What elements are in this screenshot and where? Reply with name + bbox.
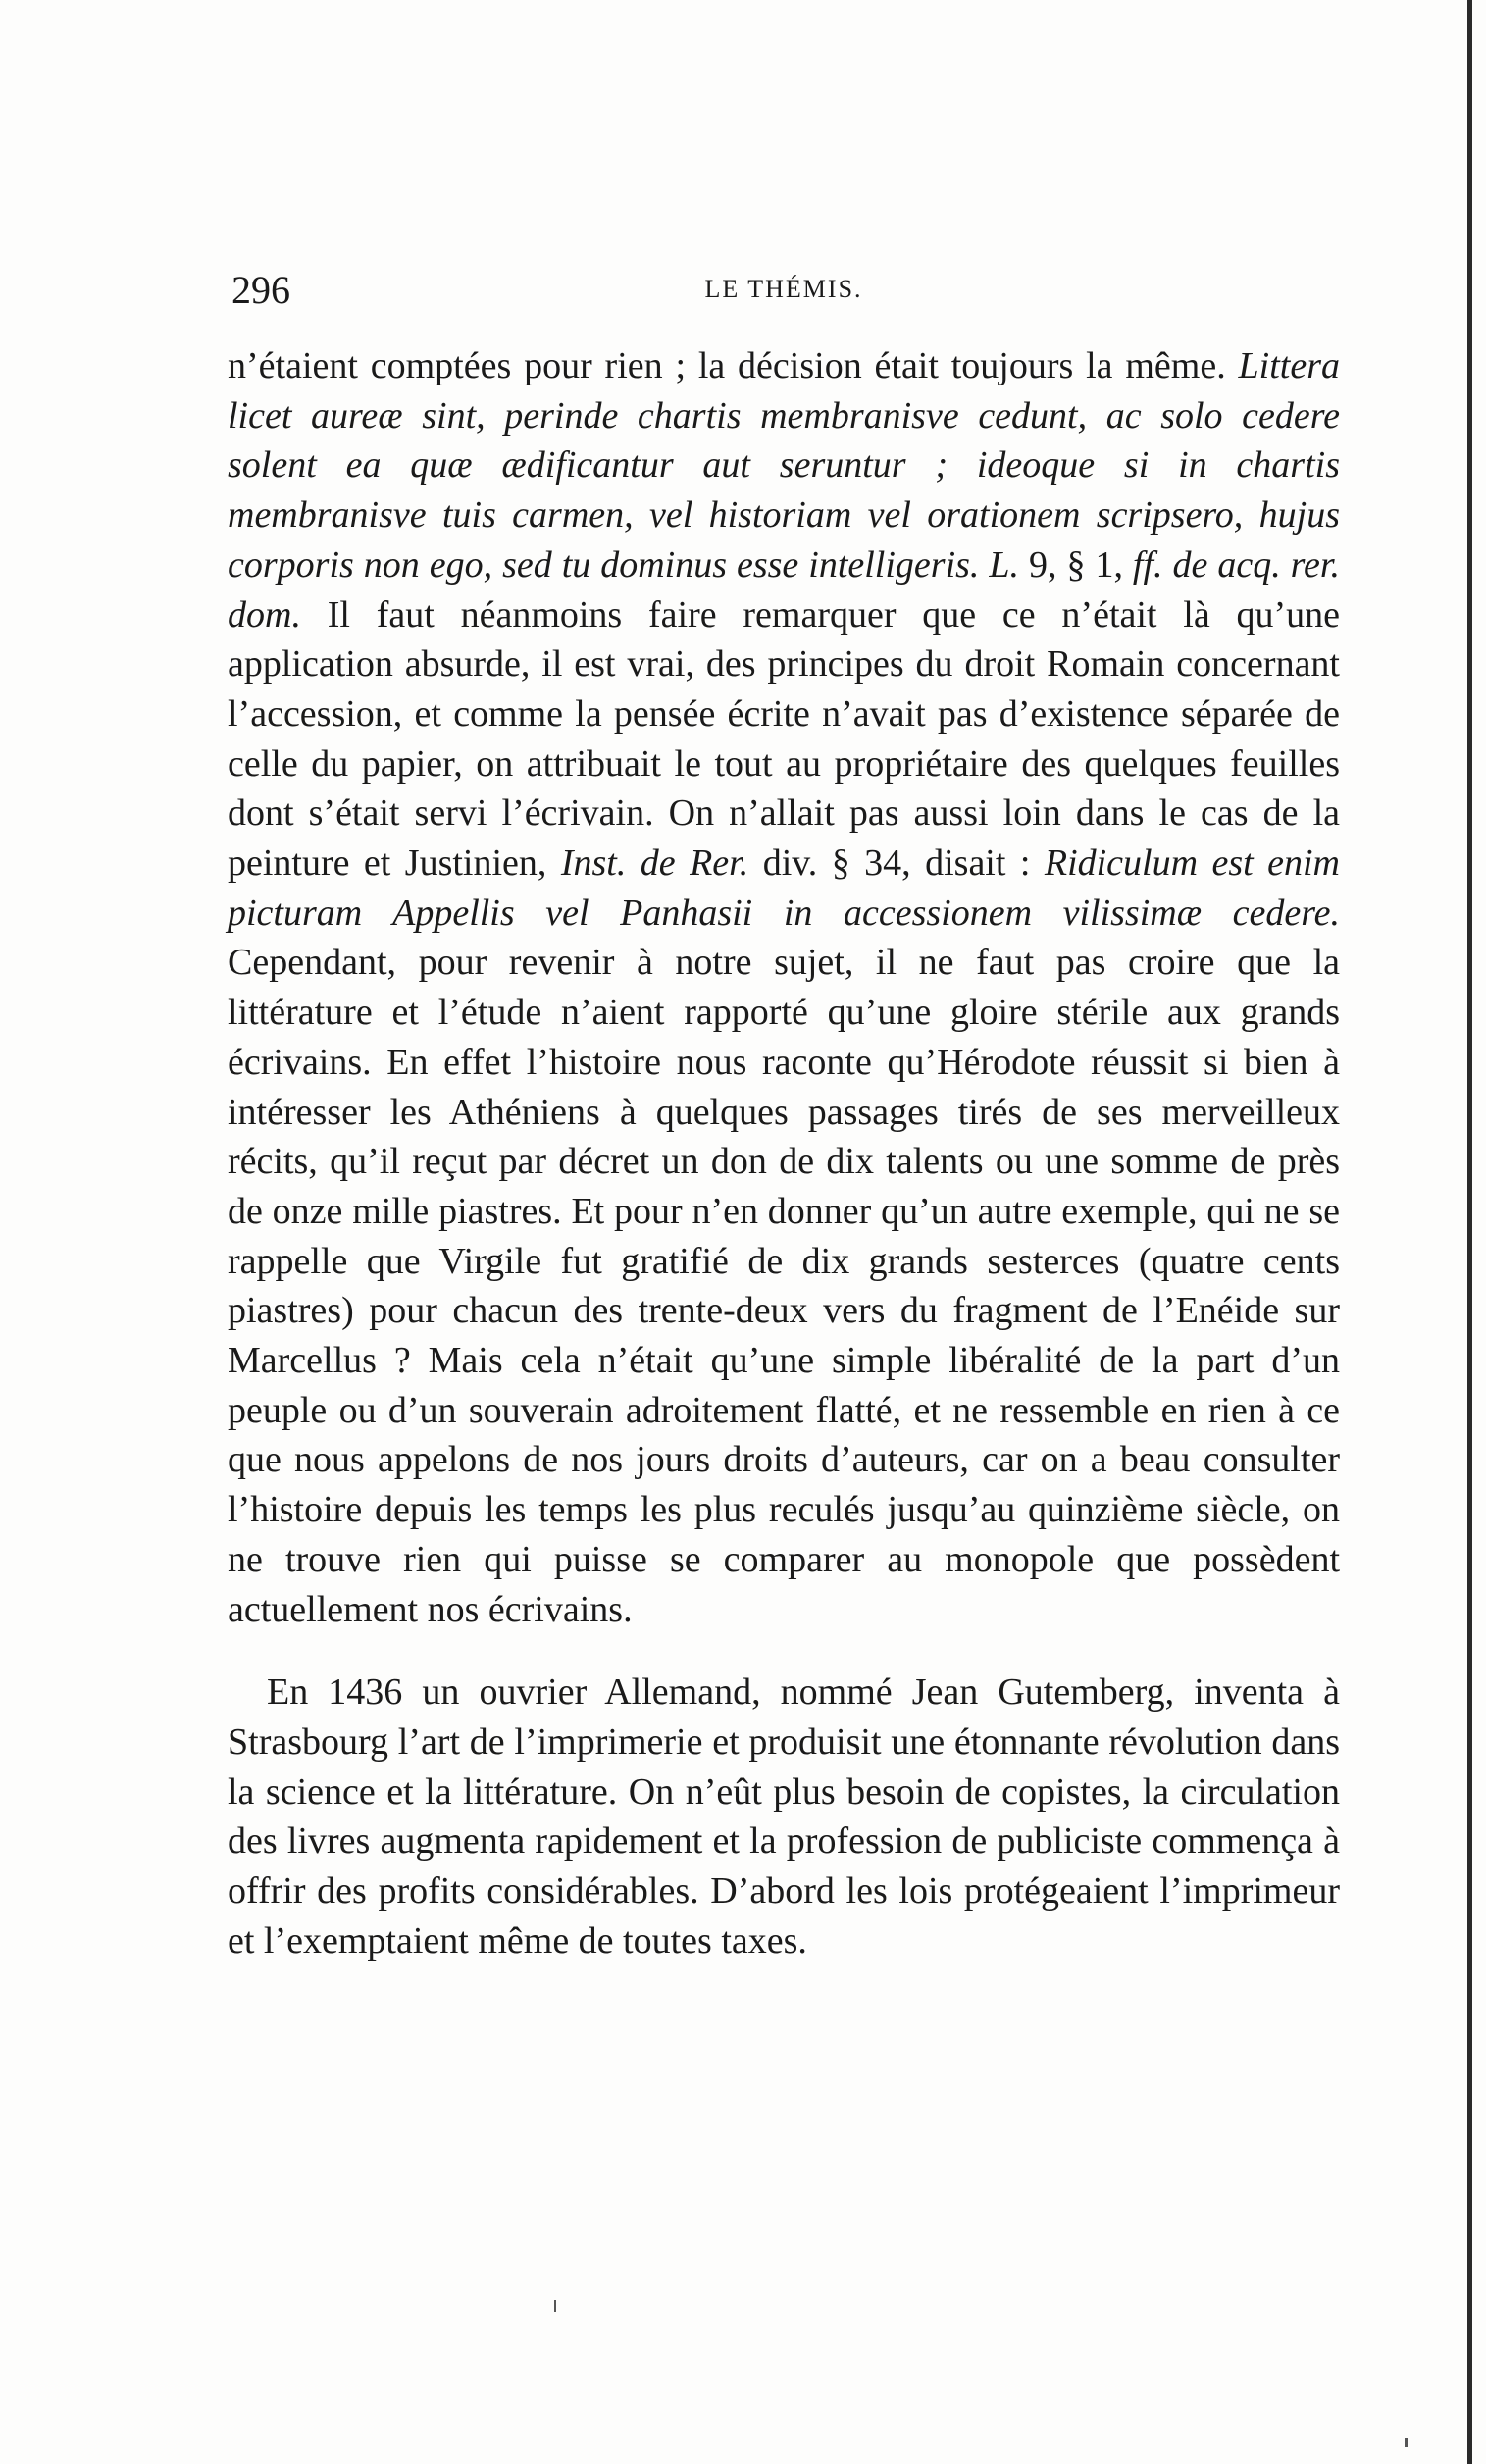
running-title: LE THÉMIS. xyxy=(704,275,863,303)
text-run: 9, § 1, xyxy=(1019,543,1133,586)
latin-quote: Ridiculum est enim picturam Appellis vel Panhasii in accessionem vilissimæ cedere. xyxy=(228,843,1341,934)
page-number: 296 xyxy=(231,268,290,312)
text-run: Il faut néanmoins faire remarquer que ce n’était là qu’une application absurde, il est vrai, des principes du droit Romain concernant l’accession, et comme la pensée écrite n’avait pas d’existence séparée de celle du papier, on attribuait le tout au propriétaire des quelques feuilles dont s’était servi l’écrivain. On n’allait pas aussi loin dans le cas de la peinture et Justinien, xyxy=(228,593,1340,885)
citation: Inst. de Rer. xyxy=(560,843,749,885)
paragraph-1 xyxy=(228,341,1340,1634)
paragraph-2: En 1436 un ouvrier Allemand, nommé Jean Gutemberg, inventa à Strasbourg l’art de l’imprimerie et produisit une étonnante révolution dans la science et la littérature. On n’eût plus besoin de copistes, la circulation des livres augmenta rapidement et la profession de publiciste commença à offrir des profits considérables. D’abord les lois protégeaient l’imprimeur et l’exemptaient même de toutes taxes. xyxy=(228,1671,1340,1962)
body-text xyxy=(228,341,1340,1967)
citation: ff. de acq. rer. dom. xyxy=(228,543,1341,636)
text-run: div. § 34, disait : xyxy=(748,843,1045,885)
latin-quote: Littera licet aureæ sint, perinde chartis membranisve cedunt, ac solo cedere solent ea quæ ædificantur aut seruntur ; ideoque si in chartis membranisve tuis carmen, vel historiam vel orationem scripsero, hujus corporis non ego, sed tu dominus esse intelligeris. L. xyxy=(228,345,1340,586)
scan-speck xyxy=(1405,2438,1408,2447)
page-edge-border xyxy=(1467,0,1472,2464)
text-run: n’étaient comptées pour rien ; la décision était toujours la même. xyxy=(228,345,1239,386)
text-run: Cependant, pour revenir à notre sujet, il ne faut pas croire que la littérature et l’étude n’aient rapporté qu’une gloire stérile aux grands écrivains. En effet l’histoire nous raconte qu’Hérodote réussit si bien à intéresser les Athéniens à quelques passages tirés de ses merveilleux récits, qu’il reçut par décret un don de dix talents ou une somme de près de onze mille piastres. Et pour n’en donner qu’un autre exemple, qui ne se rappelle que Virgile fut gratifié de dix grands sesterces (quatre cents piastres) pour chacun des trente-deux vers du fragment de l’Enéide sur Marcellus ? Mais cela n’était qu’une simple libéralité de la part d’un peuple ou d’un souverain adroitement flatté, et ne ressemble en rien à ce que nous appelons de nos jours droits d’auteurs, car on a beau consulter l’histoire depuis les temps les plus reculés jusqu’au quinzième siècle, on ne trouve rien qui puisse se comparer au monopole que possèdent actuellement nos écrivains. xyxy=(228,942,1340,1630)
page-header xyxy=(228,267,1340,316)
scan-speck xyxy=(554,2300,556,2312)
